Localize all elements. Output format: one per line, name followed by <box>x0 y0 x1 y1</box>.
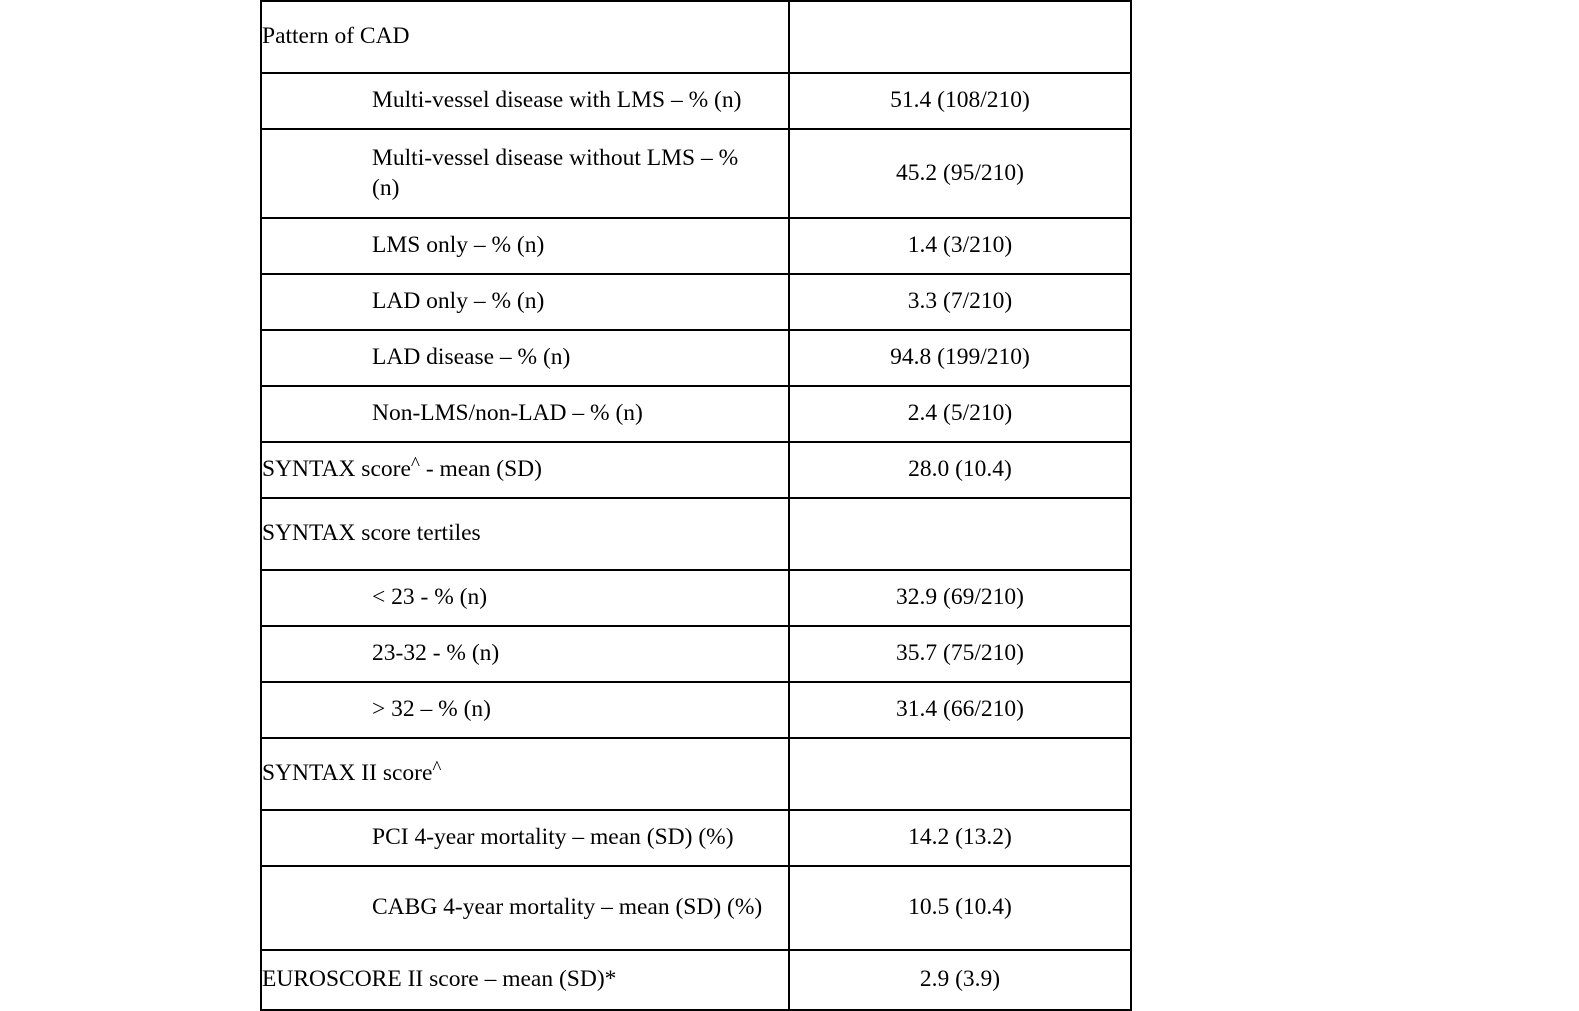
row-value: 10.5 (10.4) <box>789 866 1131 950</box>
row-label-indented: PCI 4-year mortality – mean (SD) (%) <box>261 810 789 866</box>
table-row <box>261 810 1131 866</box>
table-row <box>261 738 1131 810</box>
row-label-indented: LAD disease – % (n) <box>261 330 789 386</box>
row-label: SYNTAX score tertiles <box>261 498 789 570</box>
footnote-caret-marker: ^ <box>410 453 420 475</box>
row-label-indented: Non-LMS/non-LAD – % (n) <box>261 386 789 442</box>
row-value: 14.2 (13.2) <box>789 810 1131 866</box>
row-label-indented: 23-32 - % (n) <box>261 626 789 682</box>
row-value: 94.8 (199/210) <box>789 330 1131 386</box>
row-value-empty <box>789 738 1131 810</box>
row-value: 45.2 (95/210) <box>789 129 1131 218</box>
row-label-indented: LMS only – % (n) <box>261 218 789 274</box>
row-label: Pattern of CAD <box>261 1 789 73</box>
row-label-indented: Multi-vessel disease without LMS – % (n) <box>261 129 789 218</box>
row-value: 32.9 (69/210) <box>789 570 1131 626</box>
table-row <box>261 682 1131 738</box>
table-row <box>261 73 1131 129</box>
table-row <box>261 626 1131 682</box>
row-label-indented: Multi-vessel disease with LMS – % (n) <box>261 73 789 129</box>
row-label-indented: LAD only – % (n) <box>261 274 789 330</box>
table-body <box>261 1 1131 1010</box>
row-label-indented: CABG 4-year mortality – mean (SD) (%) <box>261 866 789 950</box>
row-value-empty <box>789 498 1131 570</box>
row-value: 2.9 (3.9) <box>789 950 1131 1010</box>
row-value: 3.3 (7/210) <box>789 274 1131 330</box>
table-row <box>261 950 1131 1010</box>
table-row <box>261 274 1131 330</box>
footnote-caret-marker: ^ <box>432 757 442 779</box>
row-value-empty <box>789 1 1131 73</box>
row-value: 31.4 (66/210) <box>789 682 1131 738</box>
table-row <box>261 570 1131 626</box>
table-row <box>261 129 1131 218</box>
clinical-characteristics-table <box>260 0 1132 1011</box>
row-label: SYNTAX score^ - mean (SD) <box>261 442 789 498</box>
row-label: SYNTAX II score^ <box>261 738 789 810</box>
table-row <box>261 1 1131 73</box>
table-row <box>261 386 1131 442</box>
row-value: 28.0 (10.4) <box>789 442 1131 498</box>
table-row <box>261 442 1131 498</box>
row-value: 2.4 (5/210) <box>789 386 1131 442</box>
row-label: EUROSCORE II score – mean (SD)* <box>261 950 789 1010</box>
table-row <box>261 498 1131 570</box>
table-row <box>261 218 1131 274</box>
table-row <box>261 866 1131 950</box>
row-label-indented: > 32 – % (n) <box>261 682 789 738</box>
row-value: 1.4 (3/210) <box>789 218 1131 274</box>
row-label-indented: < 23 - % (n) <box>261 570 789 626</box>
row-value: 35.7 (75/210) <box>789 626 1131 682</box>
row-value: 51.4 (108/210) <box>789 73 1131 129</box>
clinical-characteristics-table-container <box>260 0 1130 1011</box>
table-row <box>261 330 1131 386</box>
